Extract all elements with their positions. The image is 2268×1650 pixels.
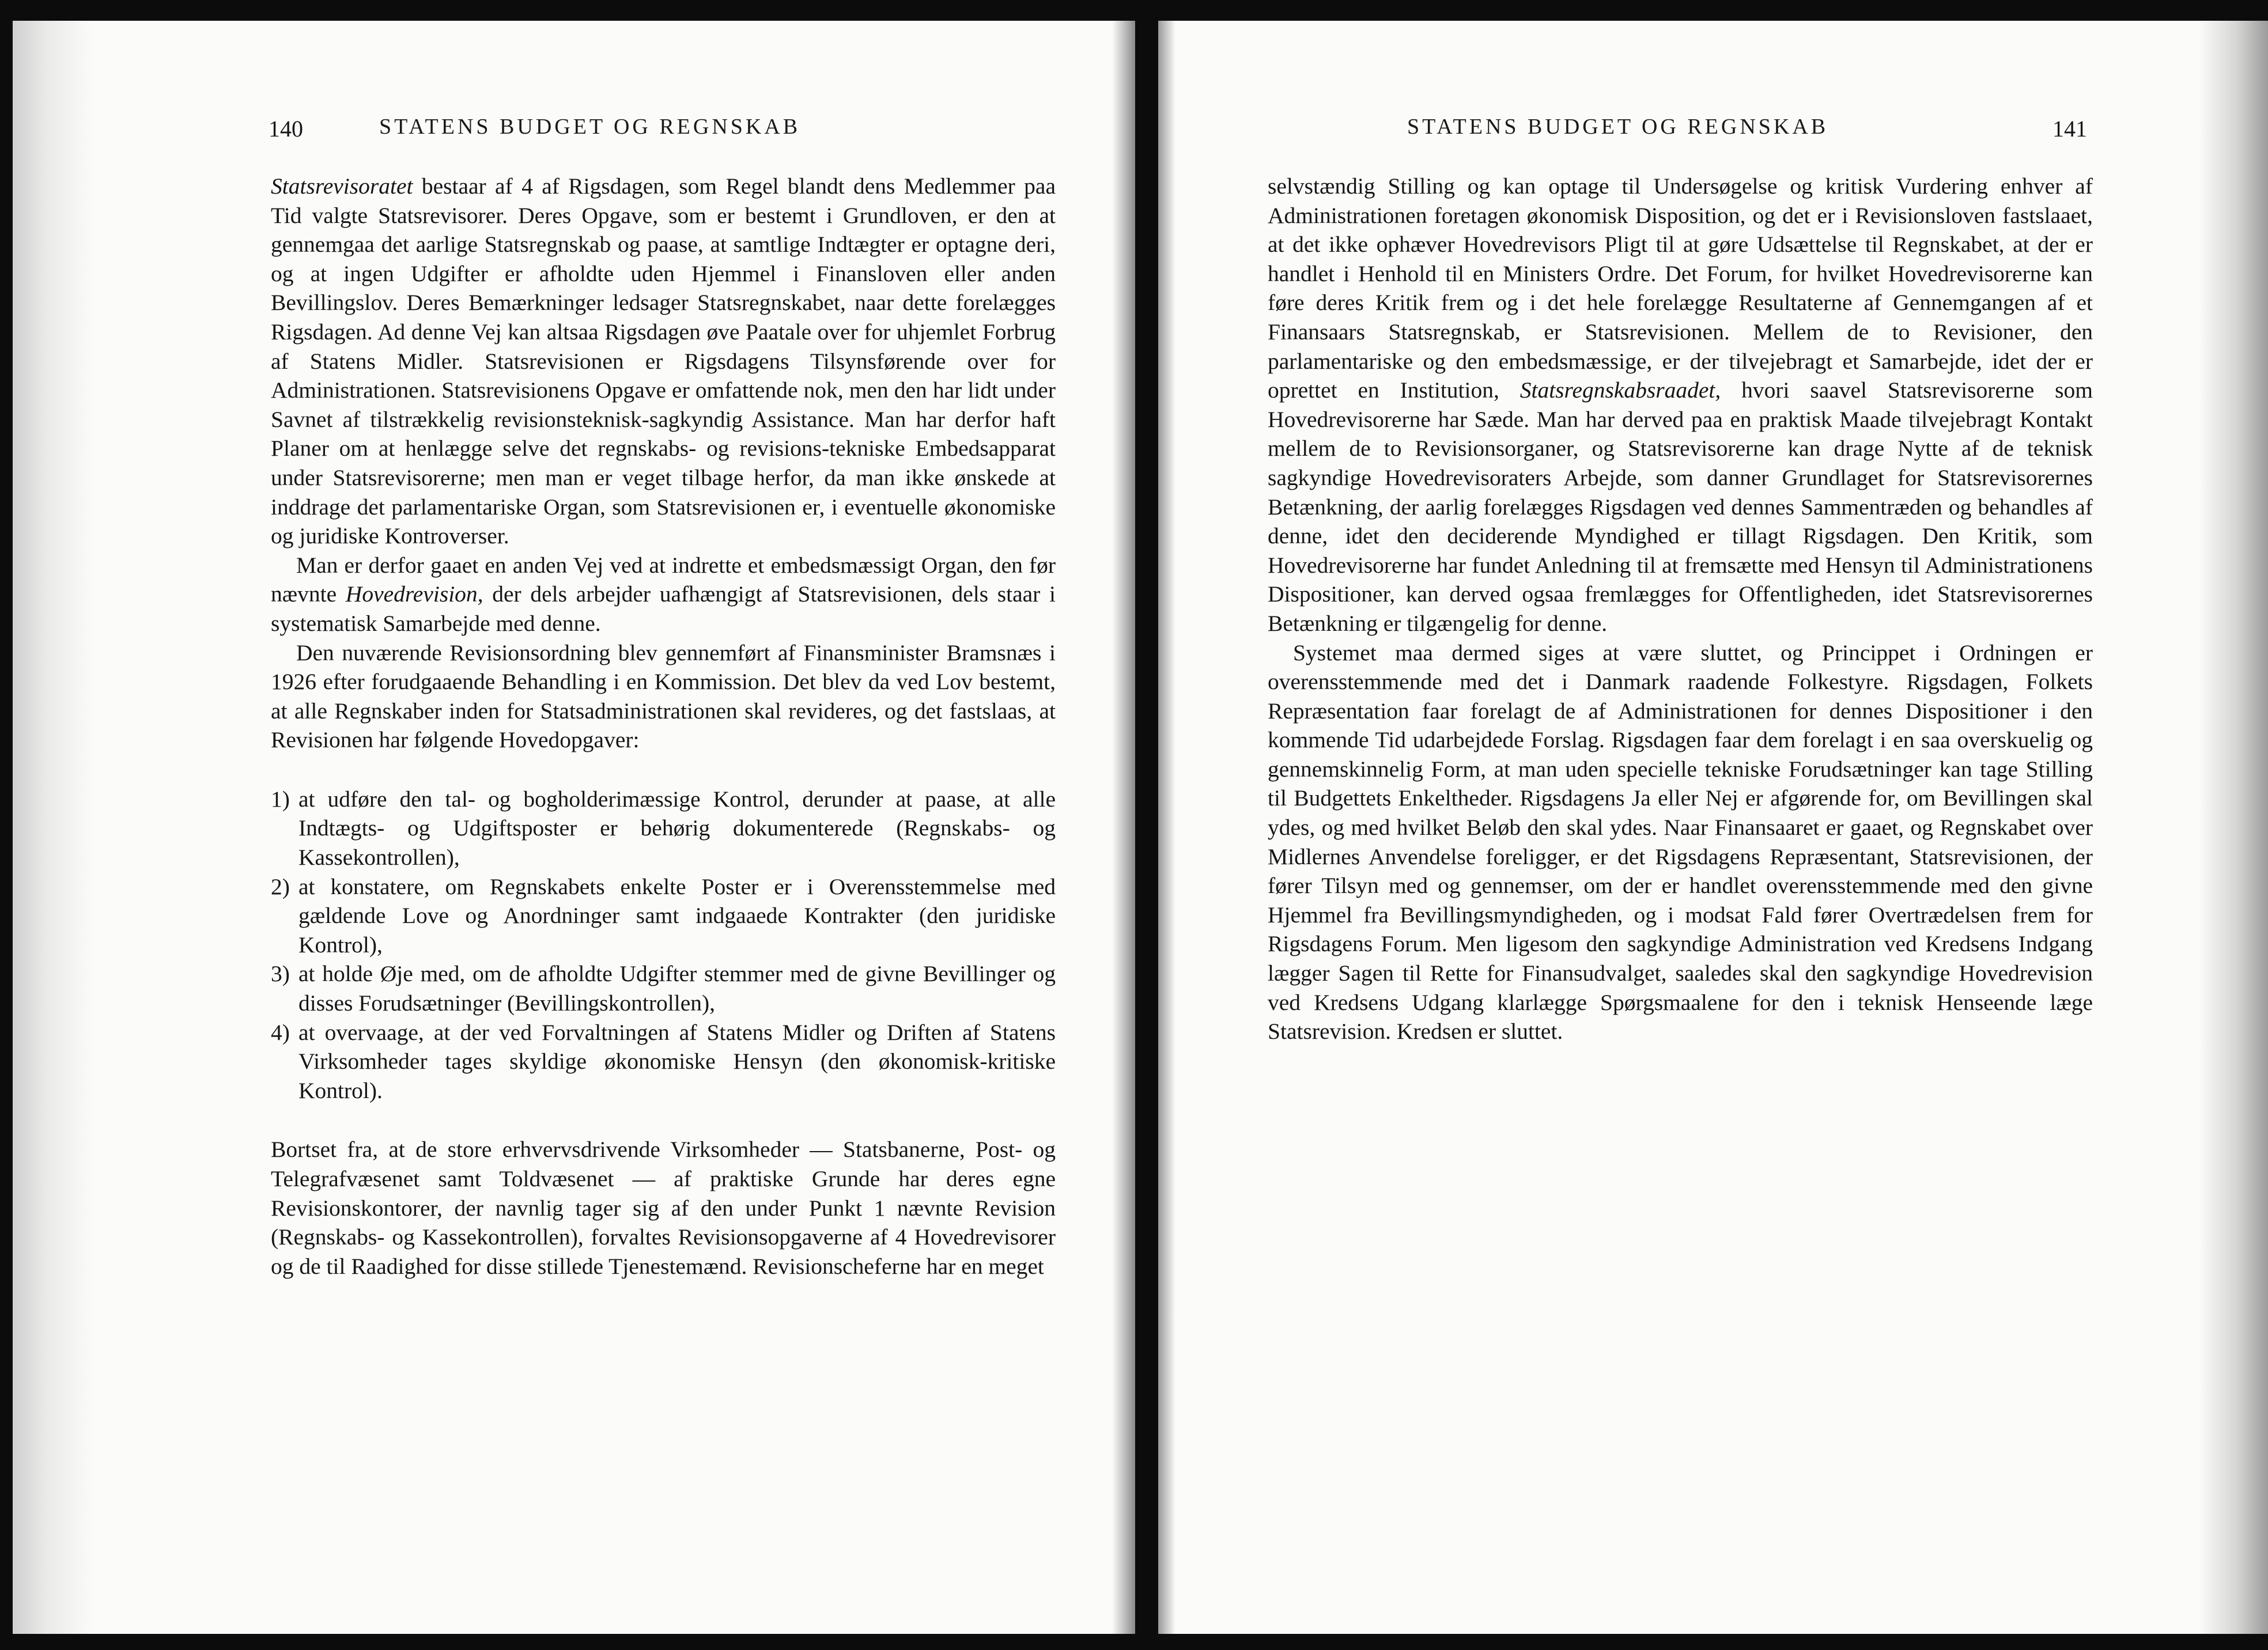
paragraph: Bortset fra, at de store erhvervsdrivende Virksomheder — Statsbanerne, Post- og Telegrafvæsenet samt Toldvæsenet — af praktiske Grunde har deres egne Revisionskontorer, der navnlig tager sig af den under Punkt 1 nævnte Revision (Regnskabs- og Kassekontrollen), forvaltes Revisionsopgaverne af 4 Hovedrevisorer og de til Raadighed for disse stillede Tjenestemænd. Revisionscheferne har en meget [271, 1137, 1056, 1279]
left-text-column [271, 172, 1056, 1281]
paragraph: Den nuværende Revisionsordning blev gennemført af Finansminister Bramsnæs i 1926 efter forudgaaende Behandling i en Kommission. Det blev da ved Lov bestemt, at alle Regnskaber inden for Statsadministrationen skal revideres, og det fastslaas, at Revisionen har følgende Hovedopgaver: [271, 639, 1056, 753]
right-text-column [1268, 172, 2093, 1046]
book-gutter-shadow [1158, 21, 1175, 1634]
italic-term: Hovedrevision, [345, 581, 483, 607]
list-item: 1) at udføre den tal- og bogholderimæssige Kontrol, derunder at paase, at alle Indtægts- og Udgiftsposter er behørig dokumenterede (Regnskabs- og Kassekontrollen), [271, 786, 1056, 871]
italic-term: Statsrevisoratet [271, 173, 413, 199]
list-item: 2) at konstatere, om Regnskabets enkelte Poster er i Overensstemmelse med gældende Love og Anordninger samt indgaaede Kontrakter (den juridiske Kontrol), [271, 873, 1056, 958]
paragraph: Statsrevisoratet bestaar af 4 af Rigsdagen, som Regel blandt dens Medlemmer paa Tid valgte Statsrevisorer. Deres Opgave, som er bestemt i Grundloven, er den at gennemgaa det aarlige Statsregnskab og paase, at samtlige Indtægter er optagne deri, og at ingen Udgifter er afholdte uden Hjemmel i Finansloven eller anden Bevillingslov. Deres Bemærkninger ledsager Statsregnskabet, naar dette forelægges Rigsdagen. Ad denne Vej kan altsaa Rigsdagen øve Paatale over for uhjemlet Forbrug af Statens Midler. Statsrevisionen er Rigsdagens Tilsynsførende over for Administrationen. Statsrevisionens Opgave er omfattende nok, men den har lidt under Savnet af tilstrækkelig revisionsteknisk-sagkyndig Assistance. Man har derfor haft Planer om at henlægge selve det regnskabs- og revisions-tekniske Embedsapparat under Statsrevisorerne; men man er veget tilbage herfor, da man ikke ønskede at inddrage det parlamentariske Organ, som Statsrevisionen er, i eventuelle økonomiske og juridiske Kontroverser. [271, 173, 1056, 549]
paragraph: Man er derfor gaaet en anden Vej ved at indrette et embedsmæssigt Organ, den før nævnte Hovedrevision, der dels arbejder uafhængigt af Statsrevisionen, dels staar i systematisk Samarbejde med denne. [271, 552, 1056, 636]
paragraph: selvstændig Stilling og kan optage til Undersøgelse og kritisk Vurdering enhver af Administrationen foretagen økonomisk Disposition, og det er i Revisionsloven fastslaaet, at det ikke ophæver Hovedrevisors Pligt til at gøre Udsættelse til Regnskabet, at der er handlet i Henhold til en Ministers Ordre. Det Forum, for hvilket Hovedrevisorerne kan føre deres Kritik frem og i det hele forelægge Resultaterne af Gennemgangen af et Finansaars Statsregnskab, er Statsrevisionen. Mellem de to Revisioner, den parlamentariske og den embedsmæssige, er der tilvejebragt et Samarbejde, idet der er oprettet en Institution, Statsregnskabsraadet, hvori saavel Statsrevisorerne som Hovedrevisorerne har Sæde. Man har derved paa en praktisk Maade tilvejebragt Kontakt mellem de to Revisionsorganer, og Statsrevisorerne kan drage Nytte af de teknisk sagkyndige Hovedrevisoraters Arbejde, som danner Grundlaget for Statsrevisorernes Betænkning, der aarlig forelægges Rigsdagen ved dennes Sammentræden og behandles af denne, idet den deciderende Myndighed er tillagt Rigsdagen. Den Kritik, som Hovedrevisorerne har fundet Anledning til at fremsætte med Hensyn til Administrationens Dispositioner, kan derved ogsaa fremlægges for Offentligheden, idet Statsrevisorernes Betænkning er tilgængelig for denne. [1268, 173, 2093, 636]
italic-term: Statsregnskabsraadet, [1519, 377, 1721, 403]
left-page [13, 21, 1135, 1634]
right-page [1158, 21, 2268, 1634]
numbered-list [271, 785, 1056, 1106]
list-item: 4) at overvaage, at der ved Forvaltningen af Statens Midler og Driften af Statens Virksomheder tages skyldige økonomiske Hensyn (den økonomisk-kritiske Kontrol). [271, 1019, 1056, 1103]
book-gutter-shadow [1112, 21, 1135, 1634]
page-edge-shading [13, 21, 93, 1634]
running-header: STATENS BUDGET OG REGNSKAB [1407, 115, 1829, 139]
page-number: 140 [269, 116, 303, 142]
running-header: STATENS BUDGET OG REGNSKAB [379, 115, 801, 139]
page-edge-shading [2199, 21, 2268, 1634]
paragraph: Systemet maa dermed siges at være sluttet, og Princippet i Ordningen er overensstemmende med det i Danmark raadende Folkestyre. Rigsdagen, Folkets Repræsentation faar forelagt de af Administrationen for dennes Dispositioner i den kommende Tid udarbejdede Forslag. Rigsdagen faar dem forelagt i en saa overskuelig og gennemskinnelig Form, at man uden specielle tekniske Forudsætninger kan tage Stilling til Budgettets Enkeltheder. Rigsdagens Ja eller Nej er afgørende for, om Bevillingen skal ydes, og med hvilket Beløb den skal ydes. Naar Finansaaret er gaaet, og Regnskabet over Midlernes Anvendelse foreligger, er det Rigsdagens Repræsentant, Statsrevisionen, der fører Tilsyn med og gennemser, om der er handlet overensstemmende med den givne Hjemmel fra Bevillingsmyndigheden, og i modsat Fald fører Overtrædelsen frem for Rigsdagens Forum. Men ligesom den sagkyndige Administration ved Kredsens Indgang lægger Sagen til Rette for Finansudvalget, saaledes skal den sagkyndige Hovedrevision ved Kredsens Udgang klarlægge Spørgsmaalene for den i teknisk Henseende læge Statsrevision. Kredsen er sluttet. [1268, 639, 2093, 1045]
page-number: 141 [2052, 116, 2087, 142]
list-item: 3) at holde Øje med, om de afholdte Udgifter stemmer med de givne Bevillinger og disses Forudsætninger (Bevillingskontrollen), [271, 961, 1056, 1016]
